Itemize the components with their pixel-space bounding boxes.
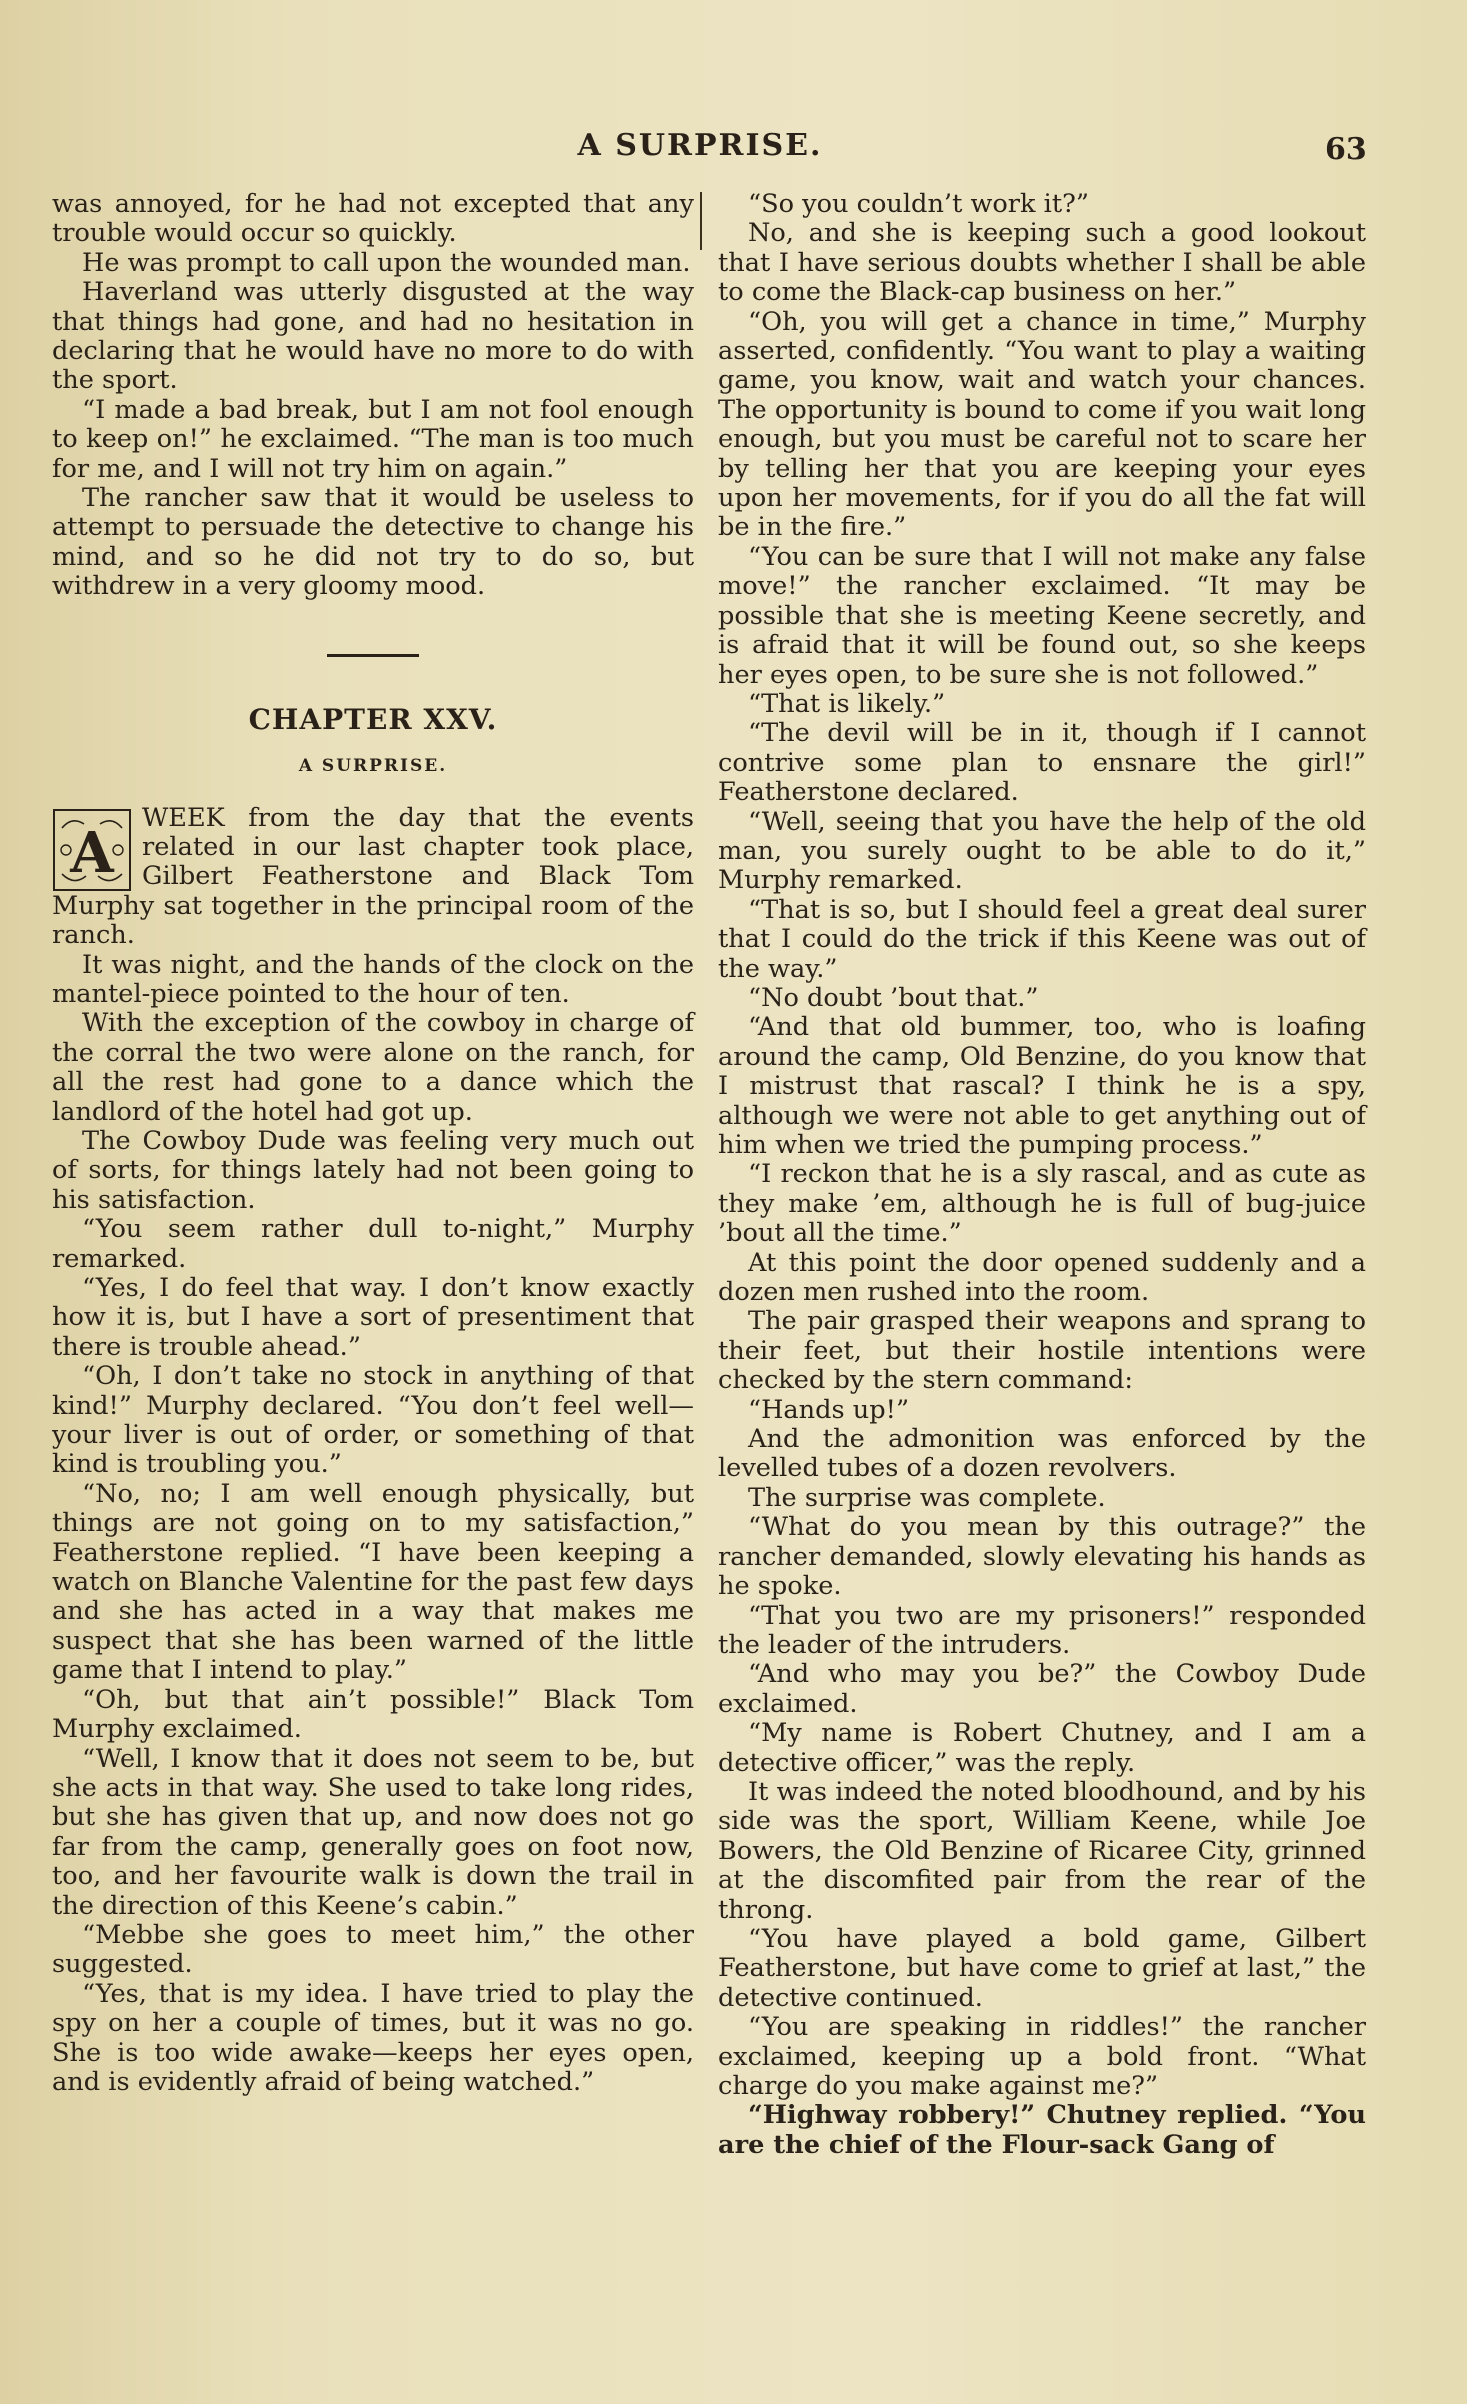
page-number: 63 [1325, 132, 1367, 167]
paragraph: “What do you mean by this outrage?” the rancher demanded, slowly elevating his hands as he spoke. [718, 1512, 1366, 1602]
svg-text:A: A [70, 819, 114, 886]
paragraph: “Well, I know that it does not seem to be, but she acts in that way. She used to take long rides, but she has given that up, and now does not go far from the camp, generally goes on foot now, too, and her favourite walk is down the trail in the direction of this Keene’s cabin.” [52, 1743, 694, 1921]
paragraph: “You have played a bold game, Gilbert Featherstone, but have come to grief at last,” the detective continued. [718, 1923, 1366, 2013]
paragraph: It was indeed the noted bloodhound, and by his side was the sport, William Keene, while Joe Bowers, the Old Benzine of Ricaree City, grinned at the discomfited pair from the rear of the throng. [718, 1776, 1366, 1925]
paragraph: He was prompt to call upon the wounded man. [82, 247, 691, 278]
right-column [718, 190, 1366, 2160]
paragraph: “You seem rather dull to-night,” Murphy remarked. [52, 1214, 694, 1274]
section-rule [327, 654, 419, 657]
paragraph: It was night, and the hands of the clock on the mantel-piece pointed to the hour of ten. [52, 949, 694, 1009]
ornamental-initial-icon [52, 808, 132, 892]
paragraph: “I reckon that he is a sly rascal, and as cute as they make ’em, although he is full of bug-juice ’bout all the time.” [718, 1159, 1366, 1249]
paragraph: The rancher saw that it would be useless to attempt to persuade the detective to change his mind, and so he did not try to do so, but withdrew in a very gloomy mood. [52, 483, 694, 602]
paragraph: “My name is Robert Chutney, and I am a detective officer,” was the reply. [718, 1718, 1366, 1778]
paragraph: “Highway robbery!” Chutney replied. “You are the chief of the Flour-sack Gang of [718, 2100, 1366, 2160]
paragraph: “So you couldn’t work it?” [748, 189, 1089, 219]
paragraph: “Well, seeing that you have the help of the old man, you surely ought to be able to do it,” Murphy remarked. [718, 806, 1366, 896]
paragraph: With the exception of the cowboy in charge of the corral the two were alone on the ranch, for all the rest had gone to a dance which the landlord of the hotel had got up. [52, 1008, 694, 1127]
paragraph: “No doubt ’bout that.” [748, 982, 1039, 1013]
chapter-subtitle: A SURPRISE. [298, 756, 448, 777]
dropcap-initial [52, 808, 132, 892]
paragraph: Haverland was utterly disgusted at the way that things had gone, and had no hesitation in declaring that he would have no more to do with the sport. [52, 277, 694, 396]
paragraph: “That is likely.” [748, 688, 946, 719]
paragraph: “Mebbe she goes to meet him,” the other suggested. [52, 1919, 694, 1980]
paragraph: The Cowboy Dude was feeling very much out of sorts, for things lately had not been going to his satisfaction. [52, 1125, 694, 1215]
paragraph: The surprise was complete. [748, 1482, 1106, 1513]
chapter-title: CHAPTER XXV. [248, 702, 498, 736]
paragraph: And the admonition was enforced by the levelled tubes of a dozen revolvers. [718, 1424, 1366, 1484]
paragraph: “You are speaking in riddles!” the rancher exclaimed, keeping up a bold front. “What charge do you make against me?” [718, 2012, 1366, 2101]
paragraph: “Hands up!” [748, 1394, 910, 1425]
running-title: A SURPRISE. [577, 128, 823, 163]
paragraph: “Oh, I don’t take no stock in anything of that kind!” Murphy declared. “You don’t feel well—your liver is out of order, or something of that kind is troubling you.” [52, 1361, 694, 1480]
paragraph: “And who may you be?” the Cowboy Dude exclaimed. [718, 1659, 1366, 1719]
paragraph: “No, no; I am well enough physically, but things are not going on to my satisfaction,” Featherstone replied. “I have been keeping a watch on Blanche Valentine for the past few days and she has acted in a way that makes me suspect that she has been warned of the little game that I intend to play.” [52, 1478, 694, 1686]
opening-paragraph [52, 804, 694, 951]
paragraph: “Yes, that is my idea. I have tried to play the spy on her a couple of times, but it was no go. She is too wide awake—keeps her eyes open, and is evidently afraid of being watched.” [52, 1978, 694, 2097]
paragraph: “I made a bad break, but I am not fool enough to keep on!” he exclaimed. “The man is too much for me, and I will not try him on again.” [52, 394, 694, 484]
paragraph: “Oh, but that ain’t possible!” Black Tom Murphy exclaimed. [52, 1684, 694, 1745]
paragraph: “Yes, I do feel that way. I don’t know exactly how it is, but I have a sort of presentiment that there is trouble ahead.” [52, 1273, 694, 1362]
left-column [52, 190, 694, 2097]
paragraph: “That you two are my prisoners!” responded the leader of the intruders. [718, 1600, 1366, 1660]
paragraph: “The devil will be in it, though if I cannot contrive some plan to ensnare the girl!” Featherstone declared. [718, 718, 1366, 808]
paragraph: was annoyed, for he had not excepted that any trouble would occur so quickly. [52, 189, 694, 249]
paragraph: “That is so, but I should feel a great deal surer that I could do the trick if this Keene was out of the way.” [718, 894, 1366, 984]
paragraph: At this point the door opened suddenly and a dozen men rushed into the room. [718, 1247, 1366, 1308]
paragraph: “Oh, you will get a chance in time,” Murphy asserted, confidently. “You want to play a waiting game, you know, wait and watch your chances. The opportunity is bound to come if you wait long enough, but you must be careful not to scare her by telling her that you are keeping your eyes upon her movements, for if you do all the fat will be in the fire.” [718, 306, 1366, 543]
paragraph: “And that old bummer, too, who is loafing around the camp, Old Benzine, do you know that I mistrust that rascal? I think he is a spy, although we were not able to get anything out of him when we tried the pumping process.” [718, 1012, 1366, 1160]
paragraph: “You can be sure that I will not make any false move!” the rancher exclaimed. “It may be possible that she is meeting Keene secretly, and is afraid that it will be found out, so she keeps her eyes open, to be sure she is not followed.” [718, 541, 1366, 690]
opening-text: WEEK from the day that the events related in our last chapter took place, Gilbert Featherstone and Black Tom Murphy sat together in the principal room of the ranch. [52, 802, 694, 951]
paragraph: No, and she is keeping such a good lookout that I have serious doubts whether I shall be able to come the Black-cap business on her.” [718, 218, 1366, 308]
column-divider [700, 192, 702, 250]
paragraph: The pair grasped their weapons and sprang to their feet, but their hostile intentions were checked by the stern command: [718, 1306, 1366, 1396]
running-head [0, 128, 1467, 168]
